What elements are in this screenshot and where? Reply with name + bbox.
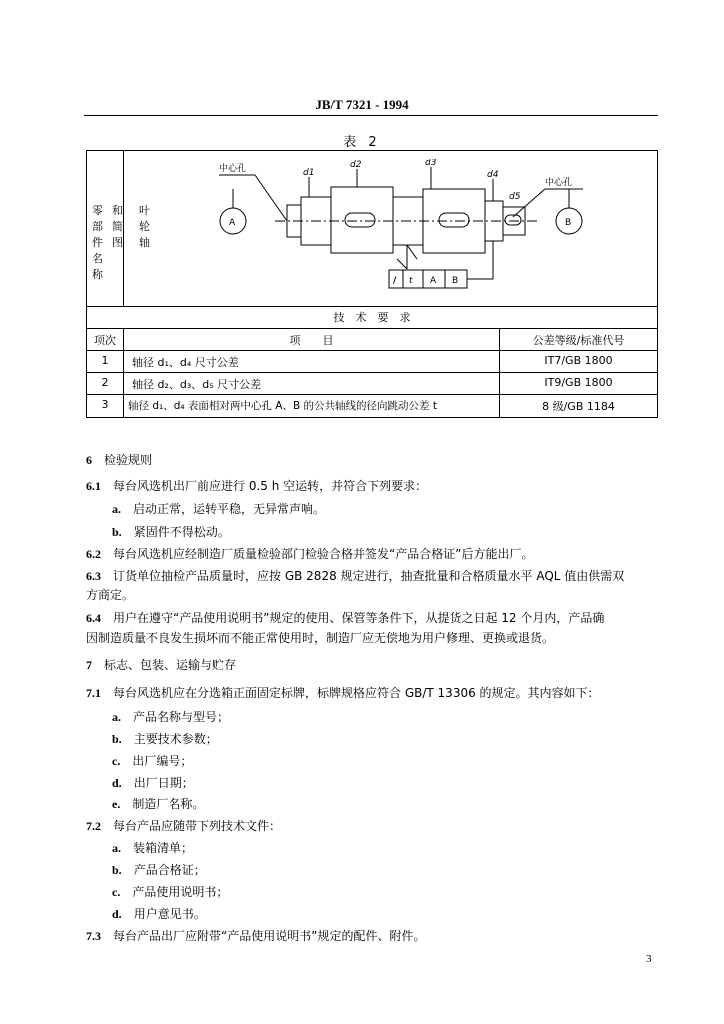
- col-header-item: 项 目: [289, 334, 334, 347]
- dim-d5: d5: [509, 192, 521, 202]
- part-name-value: 叶轮轴: [139, 204, 150, 249]
- item-6-1-b: b. 紧固件不得松动。: [112, 525, 230, 539]
- clause-6-3: 6.3 订货单位抽检产品质量时，应按 GB 2828 规定进行，抽查批量和合格质量水平 AQL 值由供需双: [86, 569, 625, 583]
- clause-6-4-cont: 因制造质量不良发生损坏而不能正常使用时，制造厂应无偿地为用户修理、更换或退货。: [86, 631, 555, 645]
- row-3-item: 轴径 d₁、d₄ 表面相对两中心孔 A、B 的公共轴线的径向跳动公差 t: [128, 400, 437, 412]
- row-3-std: 8 级/GB 1184: [542, 400, 615, 413]
- tech-requirements-title: 技 术 要 求: [333, 311, 411, 324]
- row-3-no: 3: [101, 398, 109, 411]
- clause-6-4: 6.4 用户在遵守“产品使用说明书”规定的使用、保管等条件下，从提货之日起 12 个月内，产品确: [86, 611, 605, 625]
- item-7-2-c: c. 产品使用说明书；: [112, 885, 229, 899]
- row-2-item: 轴径 d₂、d₃、d₅ 尺寸公差: [132, 378, 262, 391]
- item-7-2-a: a. 装箱清单；: [112, 841, 194, 855]
- row-2-no: 2: [101, 376, 109, 389]
- tolerance-table: [86, 150, 658, 418]
- row-1-std: IT7/GB 1800: [544, 354, 613, 367]
- item-7-2-b: b. 产品合格证；: [112, 863, 206, 877]
- item-7-1-d: d. 出厂日期；: [112, 776, 194, 790]
- dim-d1: d1: [303, 168, 315, 178]
- item-7-2-d: d. 用户意见书。: [112, 907, 206, 921]
- item-7-1-a: a. 产品名称与型号；: [112, 710, 230, 724]
- item-7-1-c: c. 出厂编号；: [112, 754, 193, 768]
- clause-6-2: 6.2 每台风选机应经制造厂质量检验部门检验合格并签发“产品合格证”后方能出厂。: [86, 547, 534, 561]
- tolerance-value: t: [409, 276, 413, 286]
- clause-7-1: 7.1 每台风选机应在分选箱正面固定标牌，标牌规格应符合 GB/T 13306 的规定。其内容如下：: [86, 686, 600, 700]
- section-6-heading: 6 检验规则: [86, 453, 153, 467]
- row-1-no: 1: [101, 354, 109, 367]
- dim-d4: d4: [487, 170, 499, 180]
- clause-7-3: 7.3 每台产品出厂应附带“产品使用说明书”规定的配件、附件。: [86, 929, 426, 943]
- clause-6-3-cont: 方商定。: [86, 588, 135, 602]
- row-2-std: IT9/GB 1800: [544, 376, 613, 389]
- item-7-1-b: b. 主要技术参数；: [112, 732, 218, 746]
- col-header-no: 项次: [94, 334, 116, 347]
- center-hole-label-left: 中心孔: [219, 164, 247, 174]
- page-number: 3: [646, 953, 652, 965]
- dim-d2: d2: [350, 160, 362, 170]
- row-1-item: 轴径 d₁、d₄ 尺寸公差: [132, 356, 239, 369]
- item-6-1-a: a. 启动正常，运转平稳，无异常声响。: [112, 502, 326, 516]
- dim-d3: d3: [425, 159, 437, 168]
- runout-symbol: /: [393, 276, 397, 286]
- tol-ref-b: B: [452, 276, 459, 286]
- col-header-std: 公差等级/标准代号: [532, 334, 625, 347]
- tol-ref-a: A: [430, 276, 437, 286]
- center-hole-label-right: 中心孔: [545, 178, 573, 188]
- clause-6-1: 6.1 每台风选机出厂前应进行 0.5 h 空运转，并符合下列要求：: [86, 479, 428, 493]
- clause-7-2: 7.2 每台产品应随带下列技术文件：: [86, 819, 282, 833]
- section-7-heading: 7 标志、包装、运输与贮存: [86, 658, 237, 672]
- table-caption: 表 2: [343, 135, 381, 150]
- shaft-drawing: [147, 159, 647, 301]
- datum-a: A: [229, 218, 236, 228]
- header-rule: [84, 115, 658, 116]
- part-name-label-2: 和简图: [112, 204, 123, 249]
- datum-b: B: [565, 218, 572, 228]
- document-code: JB/T 7321 - 1994: [315, 97, 409, 112]
- item-7-1-e: e. 制造厂名称。: [112, 797, 205, 811]
- part-name-label: 零部件名称: [92, 204, 103, 281]
